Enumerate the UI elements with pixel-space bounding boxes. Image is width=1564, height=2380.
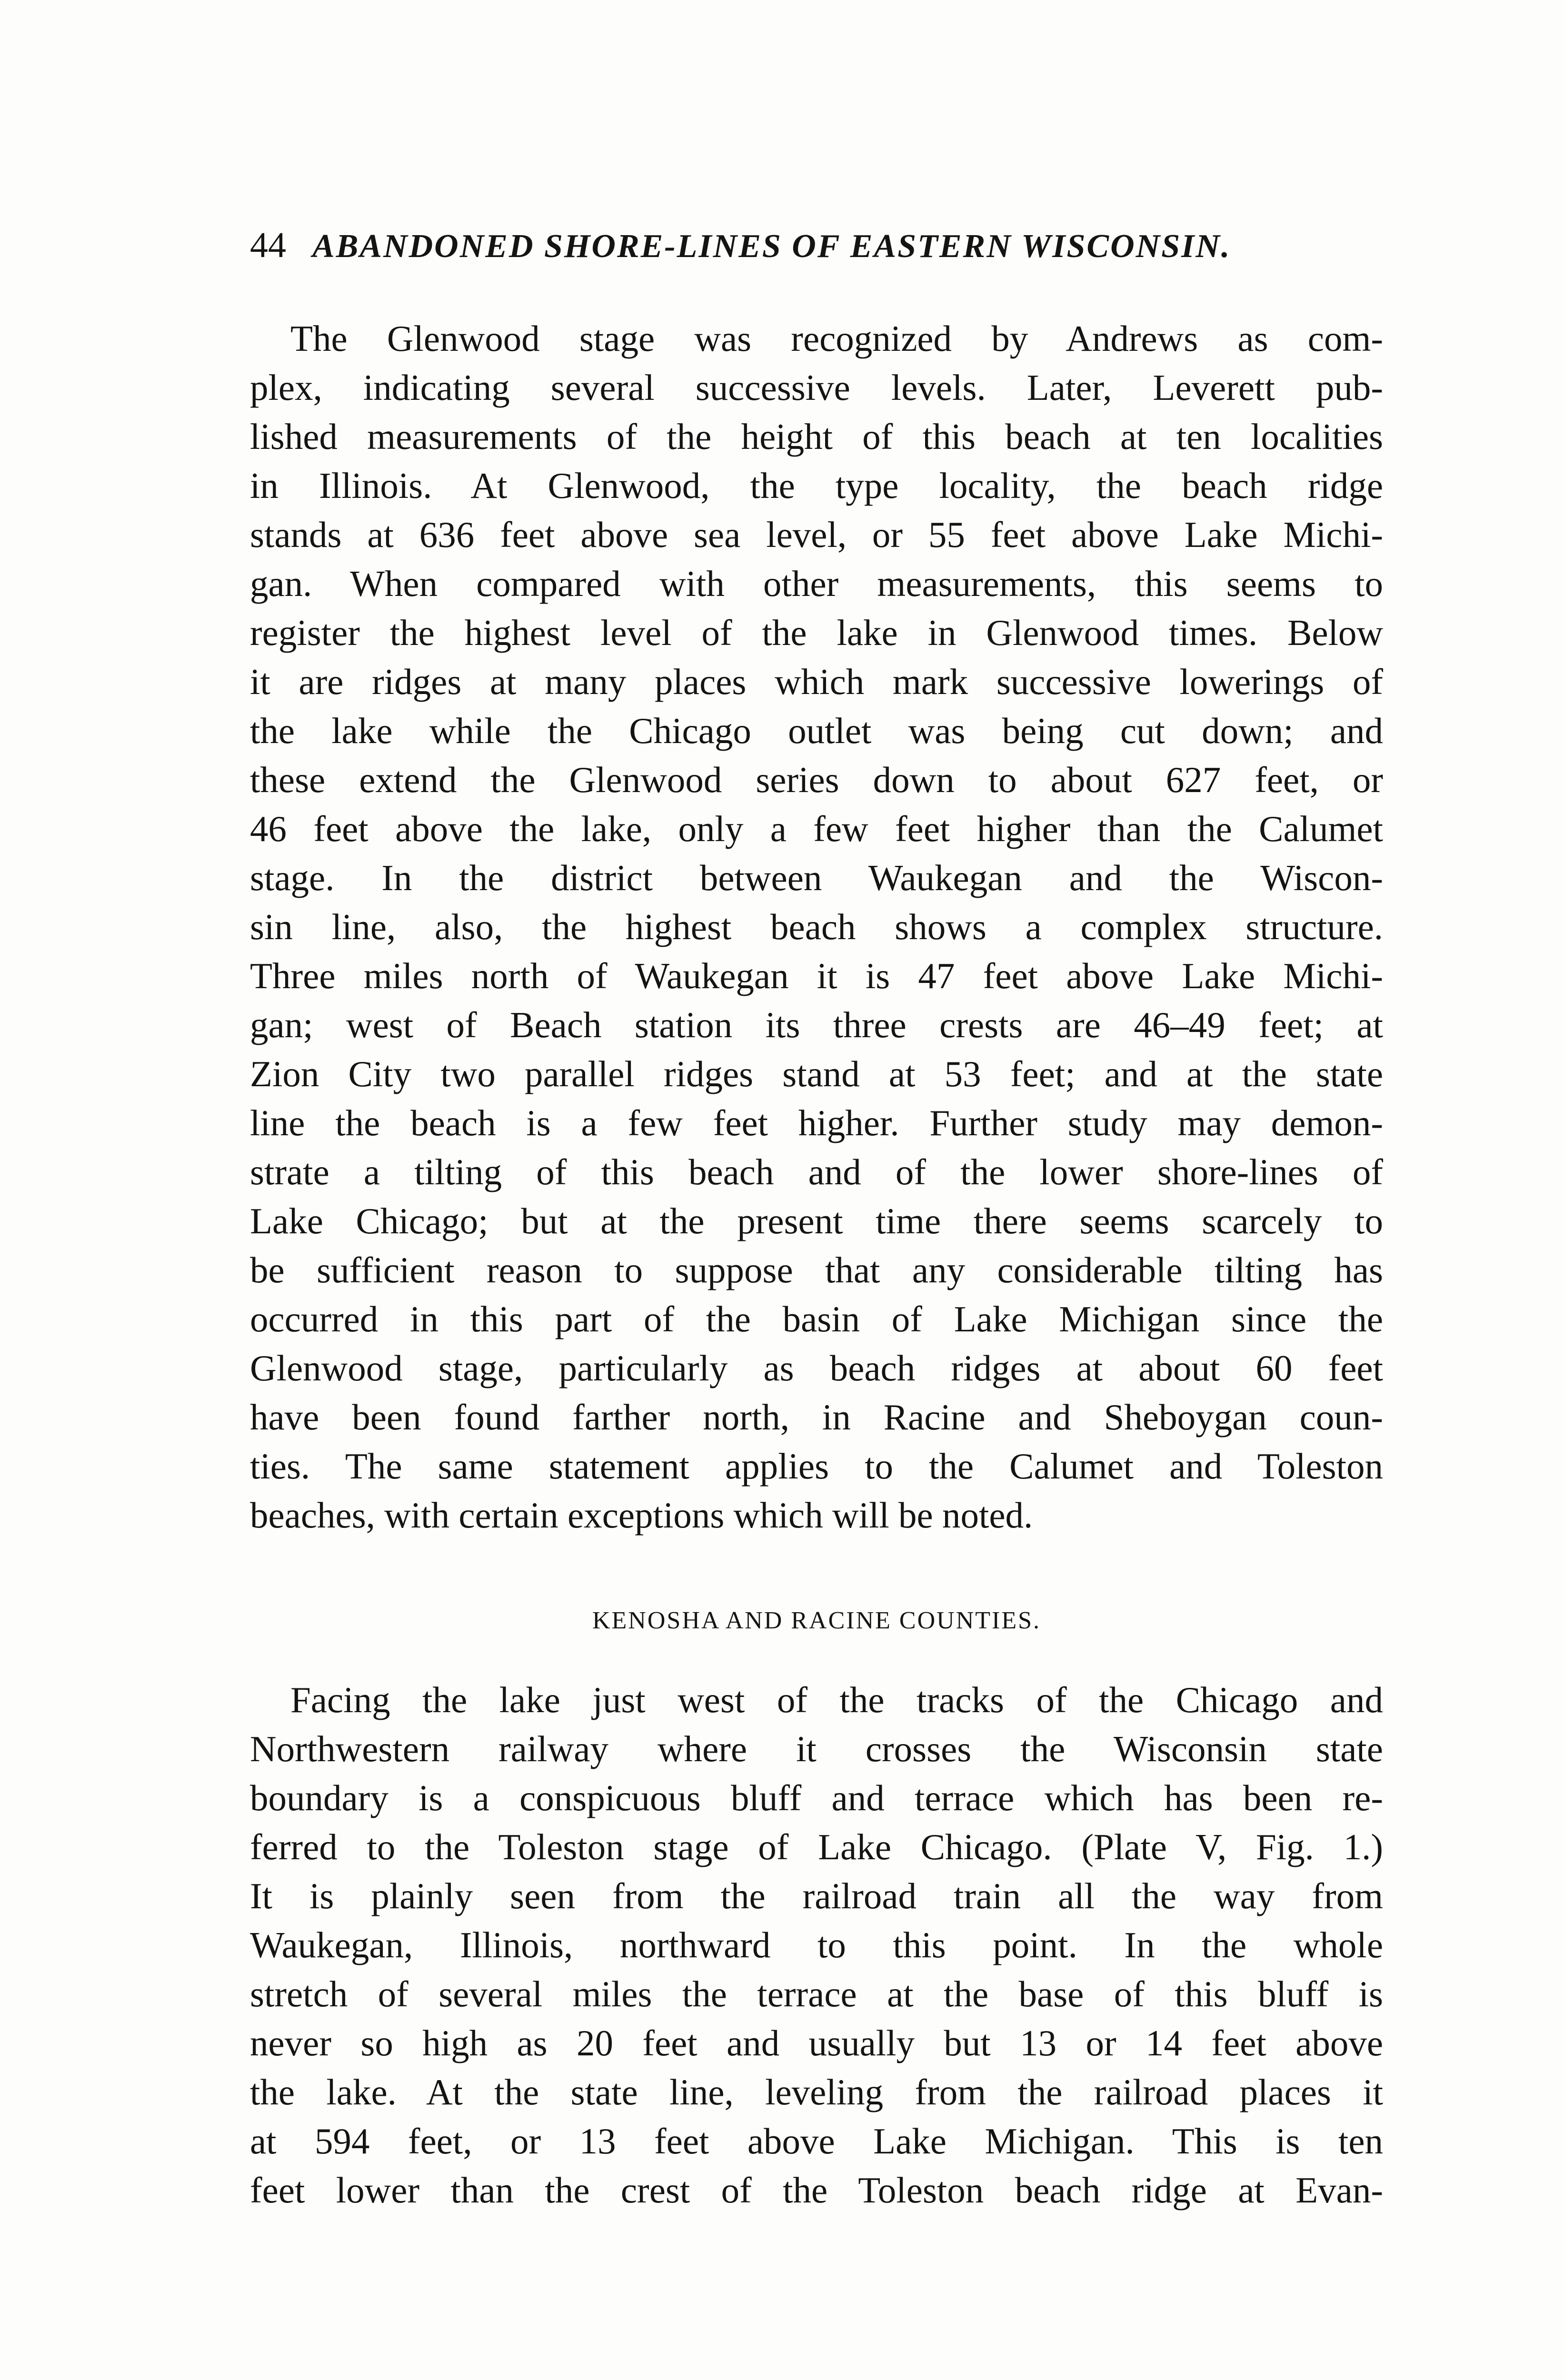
text-line: occurred in this part of the basin of Lake Michigan since the bbox=[250, 1299, 1383, 1339]
text-line: The Glenwood stage was recognized by Andrews as com- bbox=[290, 318, 1383, 359]
text-line: Lake Chicago; but at the present time there seems scarcely to bbox=[250, 1200, 1383, 1241]
text-line: plex, indicating several successive levels. Later, Leverett pub- bbox=[250, 367, 1383, 408]
text-line: it are ridges at many places which mark successive lowerings of bbox=[250, 661, 1383, 702]
text-line: Zion City two parallel ridges stand at 53 feet; and at the state bbox=[250, 1053, 1383, 1094]
text-line: in Illinois. At Glenwood, the type locality, the beach ridge bbox=[250, 465, 1383, 506]
section-heading: KENOSHA AND RACINE COUNTIES. bbox=[592, 1607, 1041, 1634]
text-line: stretch of several miles the terrace at the base of this bluff is bbox=[250, 1973, 1383, 2014]
text-line: lished measurements of the height of this beach at ten localities bbox=[250, 416, 1383, 457]
text-line: beaches, with certain exceptions which will be noted. bbox=[250, 1495, 1033, 1536]
running-title: ABANDONED SHORE-LINES OF EASTERN WISCONSIN. bbox=[312, 228, 1231, 265]
text-line: the lake. At the state line, leveling from the railroad places it bbox=[250, 2072, 1383, 2112]
paragraph-kenosha-racine bbox=[250, 1676, 1383, 2215]
text-line: Waukegan, Illinois, northward to this point. In the whole bbox=[250, 1924, 1383, 1965]
text-line: 46 feet above the lake, only a few feet higher than the Calumet bbox=[250, 808, 1383, 849]
text-line: Glenwood stage, particularly as beach ridges at about 60 feet bbox=[250, 1348, 1383, 1388]
text-line: these extend the Glenwood series down to about 627 feet, or bbox=[250, 759, 1383, 800]
text-line: stands at 636 feet above sea level, or 55 feet above Lake Michi- bbox=[250, 514, 1383, 555]
running-head bbox=[250, 224, 1393, 267]
text-line: It is plainly seen from the railroad train all the way from bbox=[250, 1875, 1383, 1916]
text-line: gan. When compared with other measurements, this seems to bbox=[250, 563, 1383, 604]
text-line: stage. In the district between Waukegan and the Wiscon- bbox=[250, 857, 1383, 898]
text-line: boundary is a conspicuous bluff and terrace which has been re- bbox=[250, 1777, 1383, 1818]
text-line: gan; west of Beach station its three crests are 46–49 feet; at bbox=[250, 1004, 1383, 1045]
text-line: ferred to the Toleston stage of Lake Chicago. (Plate V, Fig. 1.) bbox=[250, 1826, 1383, 1867]
paragraph-glenwood-stage bbox=[250, 314, 1383, 1540]
text-line: at 594 feet, or 13 feet above Lake Michigan. This is ten bbox=[250, 2121, 1383, 2162]
text-line: register the highest level of the lake in Glenwood times. Below bbox=[250, 612, 1383, 653]
text-line: Three miles north of Waukegan it is 47 feet above Lake Michi- bbox=[250, 955, 1383, 996]
text-line: feet lower than the crest of the Toleston beach ridge at Evan- bbox=[250, 2170, 1383, 2211]
text-line: be sufficient reason to suppose that any considerable tilting has bbox=[250, 1250, 1383, 1290]
text-line: strate a tilting of this beach and of the lower shore-lines of bbox=[250, 1151, 1383, 1192]
text-line: have been found farther north, in Racine and Sheboygan coun- bbox=[250, 1397, 1383, 1438]
text-line: ties. The same statement applies to the Calumet and Toleston bbox=[250, 1446, 1383, 1487]
text-line: never so high as 20 feet and usually but 13 or 14 feet above bbox=[250, 2023, 1383, 2063]
text-line: sin line, also, the highest beach shows a complex structure. bbox=[250, 906, 1383, 947]
page-number: 44 bbox=[250, 225, 286, 265]
text-line: Facing the lake just west of the tracks of the Chicago and bbox=[290, 1679, 1383, 1720]
text-line: Northwestern railway where it crosses the Wisconsin state bbox=[250, 1728, 1383, 1769]
text-line: the lake while the Chicago outlet was being cut down; and bbox=[250, 710, 1383, 751]
text-line: line the beach is a few feet higher. Further study may demon- bbox=[250, 1102, 1383, 1143]
